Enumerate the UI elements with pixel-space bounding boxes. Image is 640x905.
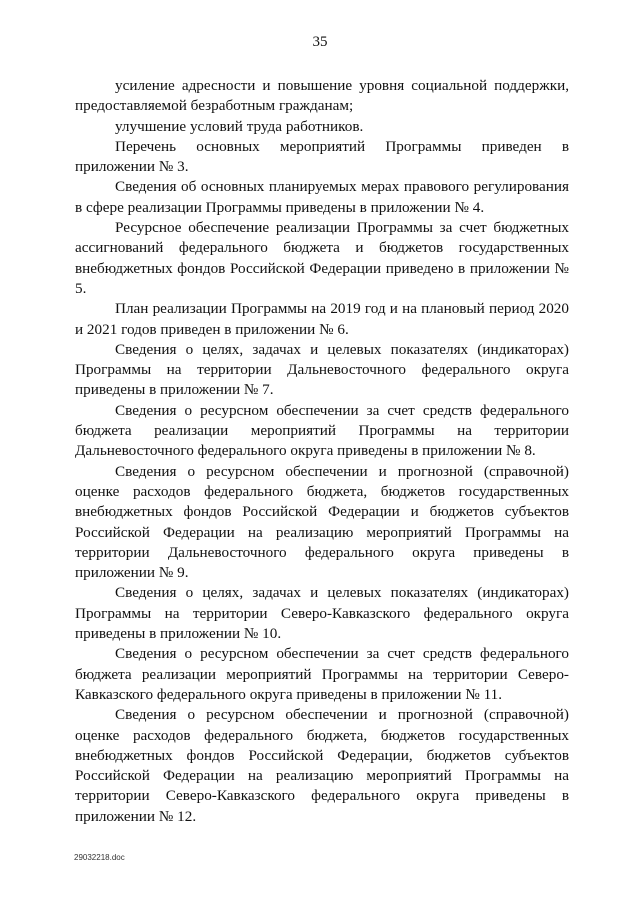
paragraph-appendix-3: Перечень основных мероприятий Программы приведен в приложении № 3. (75, 137, 569, 176)
footer-filename: 29032218.doc (74, 853, 125, 862)
paragraph-appendix-12: Сведения о ресурсном обеспечении и прогнозной (справочной) оценке расходов федерального бюджета, бюджетов государственных внебюджетных фондов Российской Федерации, бюджетов субъектов Российской Федерации на реализацию мероприятий Программы на территории Северо-Кавказского федерального округа приведены в приложении № 12. (75, 706, 569, 825)
paragraph-appendix-6: План реализации Программы на 2019 год и на плановый период 2020 и 2021 годов приведен в приложении № 6. (75, 300, 569, 338)
paragraph-appendix-11: Сведения о ресурсном обеспечении за счет средств федерального бюджета реализации мероприятий Программы на территории Северо-Кавказского федерального округа приведены в приложении № 11. (75, 645, 569, 703)
paragraph-appendix-5: Ресурсное обеспечение реализации Программы за счет бюджетных ассигнований федерального бюджета и бюджетов государственных внебюджетных фондов Российской Федерации приведено в приложении № 5. (75, 219, 569, 297)
paragraph-social-support: усиление адресности и повышение уровня социальной поддержки, предоставляемой безработным гражданам; (75, 77, 569, 115)
page-number: 35 (312, 34, 328, 50)
document-body (75, 76, 569, 827)
paragraph-appendix-4: Сведения об основных планируемых мерах правового регулирования в сфере реализации Программы приведены в приложении № 4. (75, 178, 569, 216)
paragraph-appendix-7: Сведения о целях, задачах и целевых показателях (индикаторах) Программы на территории Дальневосточного федерального округа приведены в приложении № 7. (75, 340, 569, 399)
paragraph-appendix-8: Сведения о ресурсном обеспечении за счет средств федерального бюджета реализации мероприятий Программы на территории Дальневосточного федерального округа приведены в приложении № 8. (75, 401, 569, 460)
paragraph-appendix-10: Сведения о целях, задачах и целевых показателях (индикаторах) Программы на территории Северо-Кавказского федерального округа приведены в приложении № 10. (75, 584, 569, 643)
paragraph-working-conditions: улучшение условий труда работников. (115, 117, 364, 135)
paragraph-appendix-9: Сведения о ресурсном обеспечении и прогнозной (справочной) оценке расходов федерального бюджета, бюджетов государственных внебюджетных фондов Российской Федерации и бюджетов субъектов Российской Федерации на реализацию мероприятий Программы на территории Дальневосточного федерального округа приведены в приложении № 9. (75, 462, 569, 582)
